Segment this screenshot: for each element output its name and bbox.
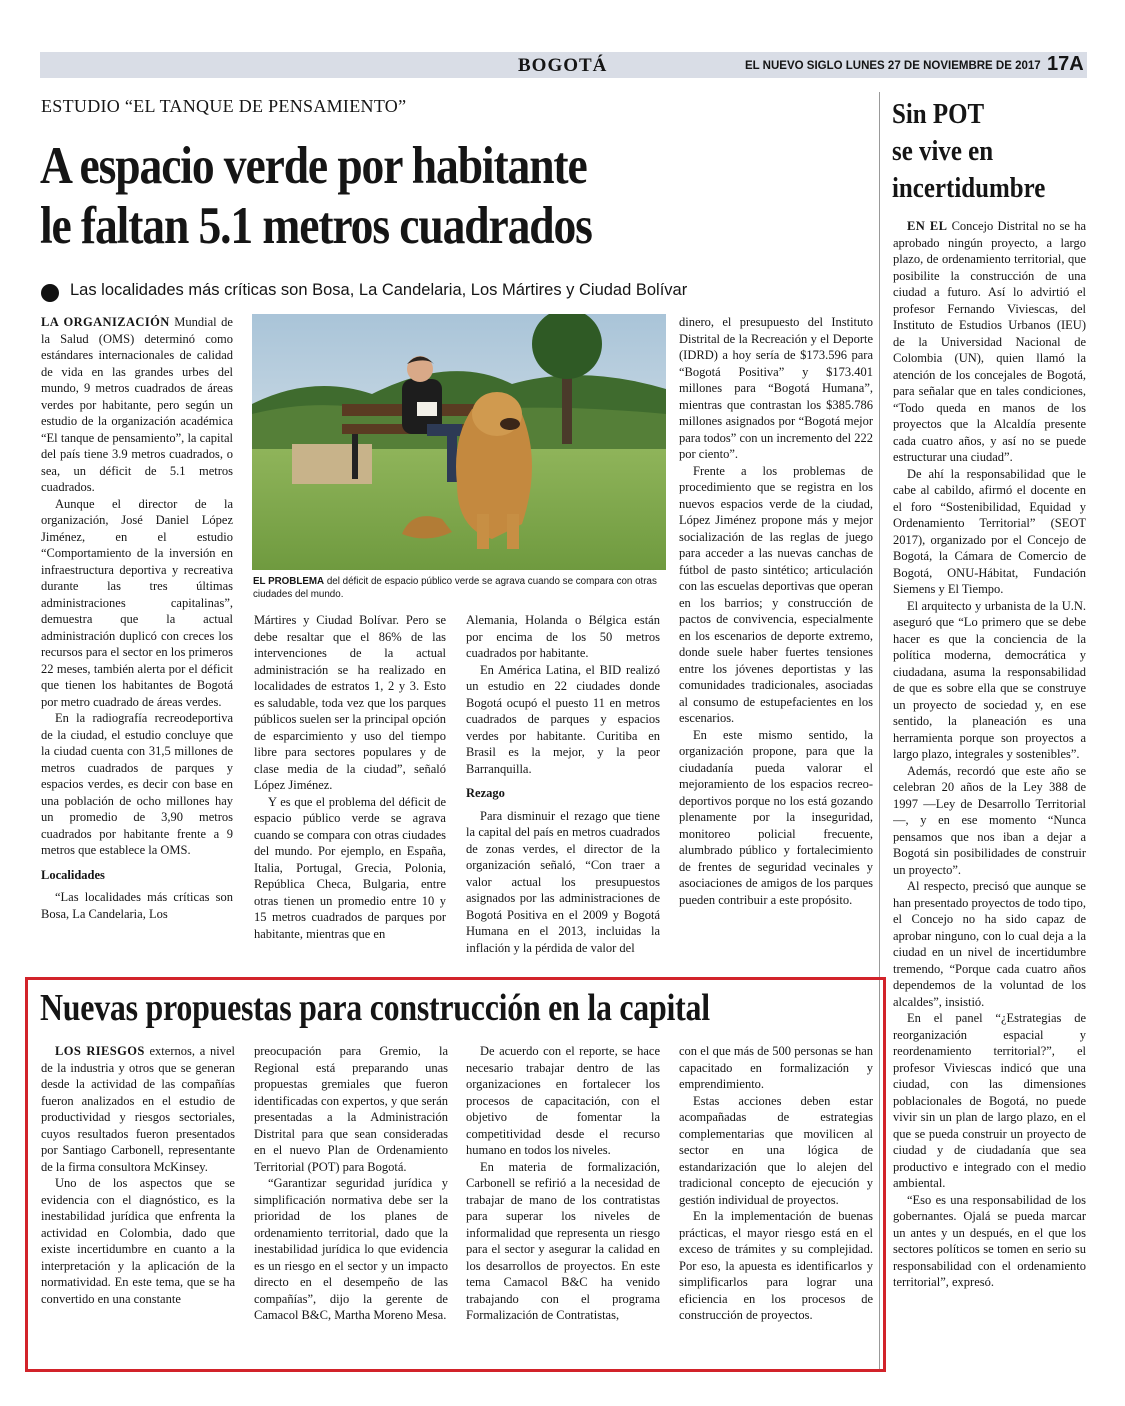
boxed-column-3 (466, 1043, 660, 1365)
paragraph: Estas acciones deben estar acompañadas de estrategias complementarias que movilicen al sector en una lógica de estandarización que lo alejen del tradicional concepto de ejecución y gestión individual de proyectos. (679, 1093, 873, 1207)
paragraph: EN EL Concejo Distrital no se ha aprobado ningún proyecto, a largo plazo, de ordenamiento territorial, que posibilite la construcción de una ciudad a futuro. Así lo advirtió el profesor Fernando Viviescas, del Instituto de Estudios Urbanos (IEU) de la Universidad Nacional de Colombia (UN), quien llamó la atención de los concejales de Bogotá, para señalar que en tales condiciones, “Todo queda en manos de los proyectos que la Alcaldía presente cada cuatro años, y así no se puede estructurar una ciudad”. (893, 219, 1086, 464)
boxed-headline: Nuevas propuestas para construcción en la capital (40, 987, 710, 1029)
paragraph: En la radiografía recreodeportiva de la ciudad, el estudio concluye que la ciudad cuenta con 31,5 millones de metros cuadrados de parques y espacios verdes, es decir con base en una población de ocho millones hay un promedio de 3,90 metros cuadrados por habitante frente a 9 metros que establece la OMS. (41, 711, 233, 857)
paragraph: preocupación para Gremio, la Regional está preparando unas propuestas gremiales que fueron identificadas con expertos, y que serán presentadas a la Administración Distrital para que sean consideradas en el nuevo Plan de Ordenamiento Territorial (POT) para Bogotá. (254, 1044, 448, 1174)
paragraph: En este mismo sentido, la organización propone, para que la ciudadanía pueda valorar el mejoramiento de los espacios recreo-deportivos porque no los está gozando plenamente por la inseguridad, monitoreo policial frecuente, alumbrado público y fortalecimiento de frentes de seguridad vecinales y asociaciones de amigos de los parques pueden contribuir a este propósito. (679, 727, 873, 907)
paragraph: En América Latina, el BID realizó un estudio en 22 ciudades donde Bogotá ocupó el puesto 11 en metros cuadrados de parques y espacios verdes por habitante. Curitiba en Brasil es la mejor, y la peor Barranquilla. (466, 662, 660, 776)
boxed-column-2 (254, 1043, 448, 1365)
headline-line-1: A espacio verde por habitante (40, 137, 587, 195)
sidebar-headline-line-3: incertidumbre (892, 172, 1046, 204)
paragraph: Uno de los aspectos que se evidencia con el diagnóstico, es la inestabilidad jurídica que enfrenta la actividad en Colombia, dado que existe incertidumbre en cuanto a la interpretación y la aplicación de la normatividad. En este tema, que se ha convertido en una constante (41, 1176, 235, 1306)
paragraph: LA ORGANIZACIÓN Mundial de la Salud (OMS) determinó como estándares internacionales de calidad de vida en las grandes urbes del mundo, 9 metros cuadrados de áreas verdes por habitante, pero según un estudio de la organización académica “El tanque de pensamiento”, la capital del país tiene 3.9 metros cuadrados, o sea, un déficit de 5.1 metros cuadrados. (41, 315, 233, 494)
paragraph: El arquitecto y urbanista de la U.N. aseguró que “Lo primero que se debe hacer es que la conciencia de la política moderna, democrática y ciudadana, asuma la responsabilidad de que es sobre ella que se construye un proyecto de sociedad y, en ese sentido, la planeación es una herramienta porque son proyectos a largo plazo, integrales y sostenibles”. (893, 598, 1086, 761)
page-number: 17A (1047, 53, 1084, 75)
paragraph: De acuerdo con el reporte, se hace necesario trabajar dentro de las organizaciones en fortalecer los procesos de capacitación, con el objetivo de fomentar la competitividad desde el recurso humano en todos los niveles. (466, 1044, 660, 1157)
paragraph: Mártires y Ciudad Bolívar. Pero se debe resaltar que el 86% de las intervenciones de la actual administración se ha realizado en localidades de estratos 1, 2 y 3. Esto es saludable, toda vez que los parques públicos suelen ser la principal opción de esparcimiento y uso del tiempo libre para sectores populares y de clase media de la ciudad”, señaló López Jiménez. (254, 613, 446, 792)
paragraph: Además, recordó que este año se celebran 20 años de la Ley 388 de 1997 —Ley de Desarrollo Territorial—, y en ese momento “Nunca pensamos que nos iban a dejar a Bogotá sin posibilidades de construir un proyecto”. (893, 763, 1086, 877)
photo-caption: EL PROBLEMA del déficit de espacio público verde se agrava cuando se compara con otras ciudades del mundo. (253, 576, 657, 600)
sidebar-headline-line-2: se vive en (892, 135, 994, 167)
paragraph: En materia de formalización, Carbonell se refirió a la necesidad de trabajar de mano de los contratistas para superar los niveles de informalidad que representa un riesgo para el sector y asegurar la calidad en los desarrollos de proyectos. En este tema Camacol B&C ha venido trabajando con el programa Formalización de Contratistas, (466, 1159, 660, 1322)
paragraph: Frente a los problemas de procedimiento que se registra en los nuevos espacios verde de la ciudad, López Jiménez propone más y mejor socialización de las reglas de juego para acceder a las nuevas canchas de fútbol de pasto sintético; articulación con las escuelas deportivas que operan en los barrios; y construcción de pactos de convivencia, especialmente en los escenarios de deporte extremo, donde suele haber fuertes tensiones entre los jóvenes deportistas y las comunidades tradicionales, asociadas al consumo de estupefacientes en los escenarios. (679, 463, 873, 725)
subheading-rezago: Rezago (466, 786, 505, 800)
subheading-localidades: Localidades (41, 867, 105, 882)
lead-in: LOS RIESGOS (55, 1044, 145, 1058)
article-column-4 (679, 314, 873, 974)
boxed-column-4 (679, 1043, 873, 1365)
photo-woman-reading-with-dog (252, 314, 666, 570)
paragraph: “Eso es una responsabilidad de los gobernantes. Ojalá se pueda marcar un antes y un después, en el que los sectores políticos se tomen en serio su responsabilidad con el ordenamiento territorial”, expresó. (893, 1192, 1086, 1289)
paragraph: Al respecto, precisó que aunque se han presentado proyectos de todo tipo, el Concejo no ha sido capaz de aprobar ninguno, con lo cual deja a la ciudad en un nivel de incertidumbre tremendo, “Porque cada cuatro años dependemos de la voluntad de los alcaldes”, insistió. (893, 879, 1086, 1009)
paragraph: En la implementación de buenas prácticas, el mayor riesgo está en el exceso de trámites y su complejidad. Por eso, la apuesta es identificarlos y simplificarlos para lograr una eficiencia en los procesos de construcción de proyectos. (679, 1209, 873, 1322)
paragraph: “Las localidades más críticas son Bosa, La Candelaria, Los (41, 890, 233, 921)
article-column-1 (41, 314, 233, 974)
main-headline (40, 136, 592, 256)
kicker: ESTUDIO “EL TANQUE DE PENSAMIENTO” (41, 96, 407, 116)
publication-date: EL NUEVO SIGLO LUNES 27 DE NOVIEMBRE DE 2017 (745, 60, 1041, 72)
caption-lead: EL PROBLEMA (253, 576, 325, 587)
paragraph: En el panel “¿Estrategias de reorganización espacial y reordenamiento territorial?”, el profesor Viviescas indicó que una ciudad, con las dimensiones poblacionales de Bogotá, no puede vivir sin un plan de largo plazo, en el que se pueda construir un proyecto de ciudad y de ciudadanía que sea productivo e integrado con el medio ambiental. (893, 1011, 1086, 1190)
subheadline: Las localidades más críticas son Bosa, La Candelaria, Los Mártires y Ciudad Bolívar (70, 281, 688, 299)
bullet-icon (41, 284, 59, 302)
paragraph: Aunque el director de la organización, José Daniel López Jiménez, en el estudio “Comportamiento de la inversión en infraestructura deportiva y recreativa durante las tres últimas administraciones capitalinas”, demuestra que la actual administración duplicó con creces los recursos para el sector en los primeros 22 meses, también alerta por el déficit que tienen los habitantes de Bogotá por metro cuadrado de áreas verdes. (41, 496, 233, 709)
article-column-3 (466, 612, 660, 974)
photo-illustration (252, 314, 666, 570)
paragraph: “Garantizar seguridad jurídica y simplificación normativa debe ser la prioridad de los planes de ordenamiento territorial, dado que la inestabilidad jurídica lo que evidencia es un riesgo en el sector y un impacto directo en el desempeño de las compañías”, dijo la gerente de Camacol B&C, Martha Moreno Mesa. (254, 1176, 448, 1322)
paragraph: Y es que el problema del déficit de espacio público verde se agrava cuando se compara con otras ciudades del mundo. Por ejemplo, en España, Italia, Portugal, Grecia, Polonia, República Checa, Bulgaria, entre otras tienen un promedio entre 10 y 15 metros cuadrados de parques por habitante, mientras que en (254, 794, 446, 941)
paragraph: Para disminuir el rezago que tiene la capital del país en metros cuadrados de zonas verdes, el director de la organización señaló, “Con traer a valor actual los presupuestos asignados por las administraciones de Bogotá Positiva en el 2009 y Bogotá Humana en el 2013, incluidas la inflación y la pérdida de valor del (466, 808, 660, 955)
sidebar-headline-line-1: Sin POT (892, 98, 985, 130)
paragraph: De ahí la responsabilidad que le cabe al cabildo, afirmó el docente en el foro “Sostenibilidad, Equidad y Ordenamiento Territorial” (SEOT 2017), organizado por el Concejo de Bogotá, la Cámara de Comercio de Bogotá, ONU-Hábitat, Fundación Siemens y El Tiempo. (893, 466, 1086, 596)
paragraph: dinero, el presupuesto del Instituto Distrital de la Recreación y el Deporte (IDRD) a hoy sería de $173.596 para “Bogotá Positiva” y $173.401 millones para “Bogotá Humana”, mientras que contrastan los $385.786 millones asignados por “Bogotá mejor para todos” con un incremento del 222 por ciento”. (679, 315, 873, 461)
paragraph: Alemania, Holanda o Bélgica están por encima de los 50 metros cuadrados por habitante. (466, 613, 660, 660)
lead-in: EN EL (907, 219, 948, 233)
article-column-2 (254, 612, 446, 974)
lead-in: LA ORGANIZACIÓN (41, 315, 170, 329)
headline-line-2: le faltan 5.1 metros cuadrados (40, 197, 592, 255)
sidebar-headline (892, 96, 1045, 207)
paragraph: LOS RIESGOS externos, a nivel de la industria y otros que se generan desde la actividad de las compañías fueron analizados en el estudio de productividad y riesgos sectoriales, cuyos resultados fueron presentados por Santiago Carbonell, representante de la firma consultora McKinsey. (41, 1044, 235, 1174)
sidebar-column (893, 218, 1086, 1378)
paragraph: con el que más de 500 personas se han capacitado en formalización y emprendimiento. (679, 1044, 873, 1091)
boxed-column-1 (41, 1043, 235, 1365)
section-name: BOGOTÁ (518, 55, 608, 76)
